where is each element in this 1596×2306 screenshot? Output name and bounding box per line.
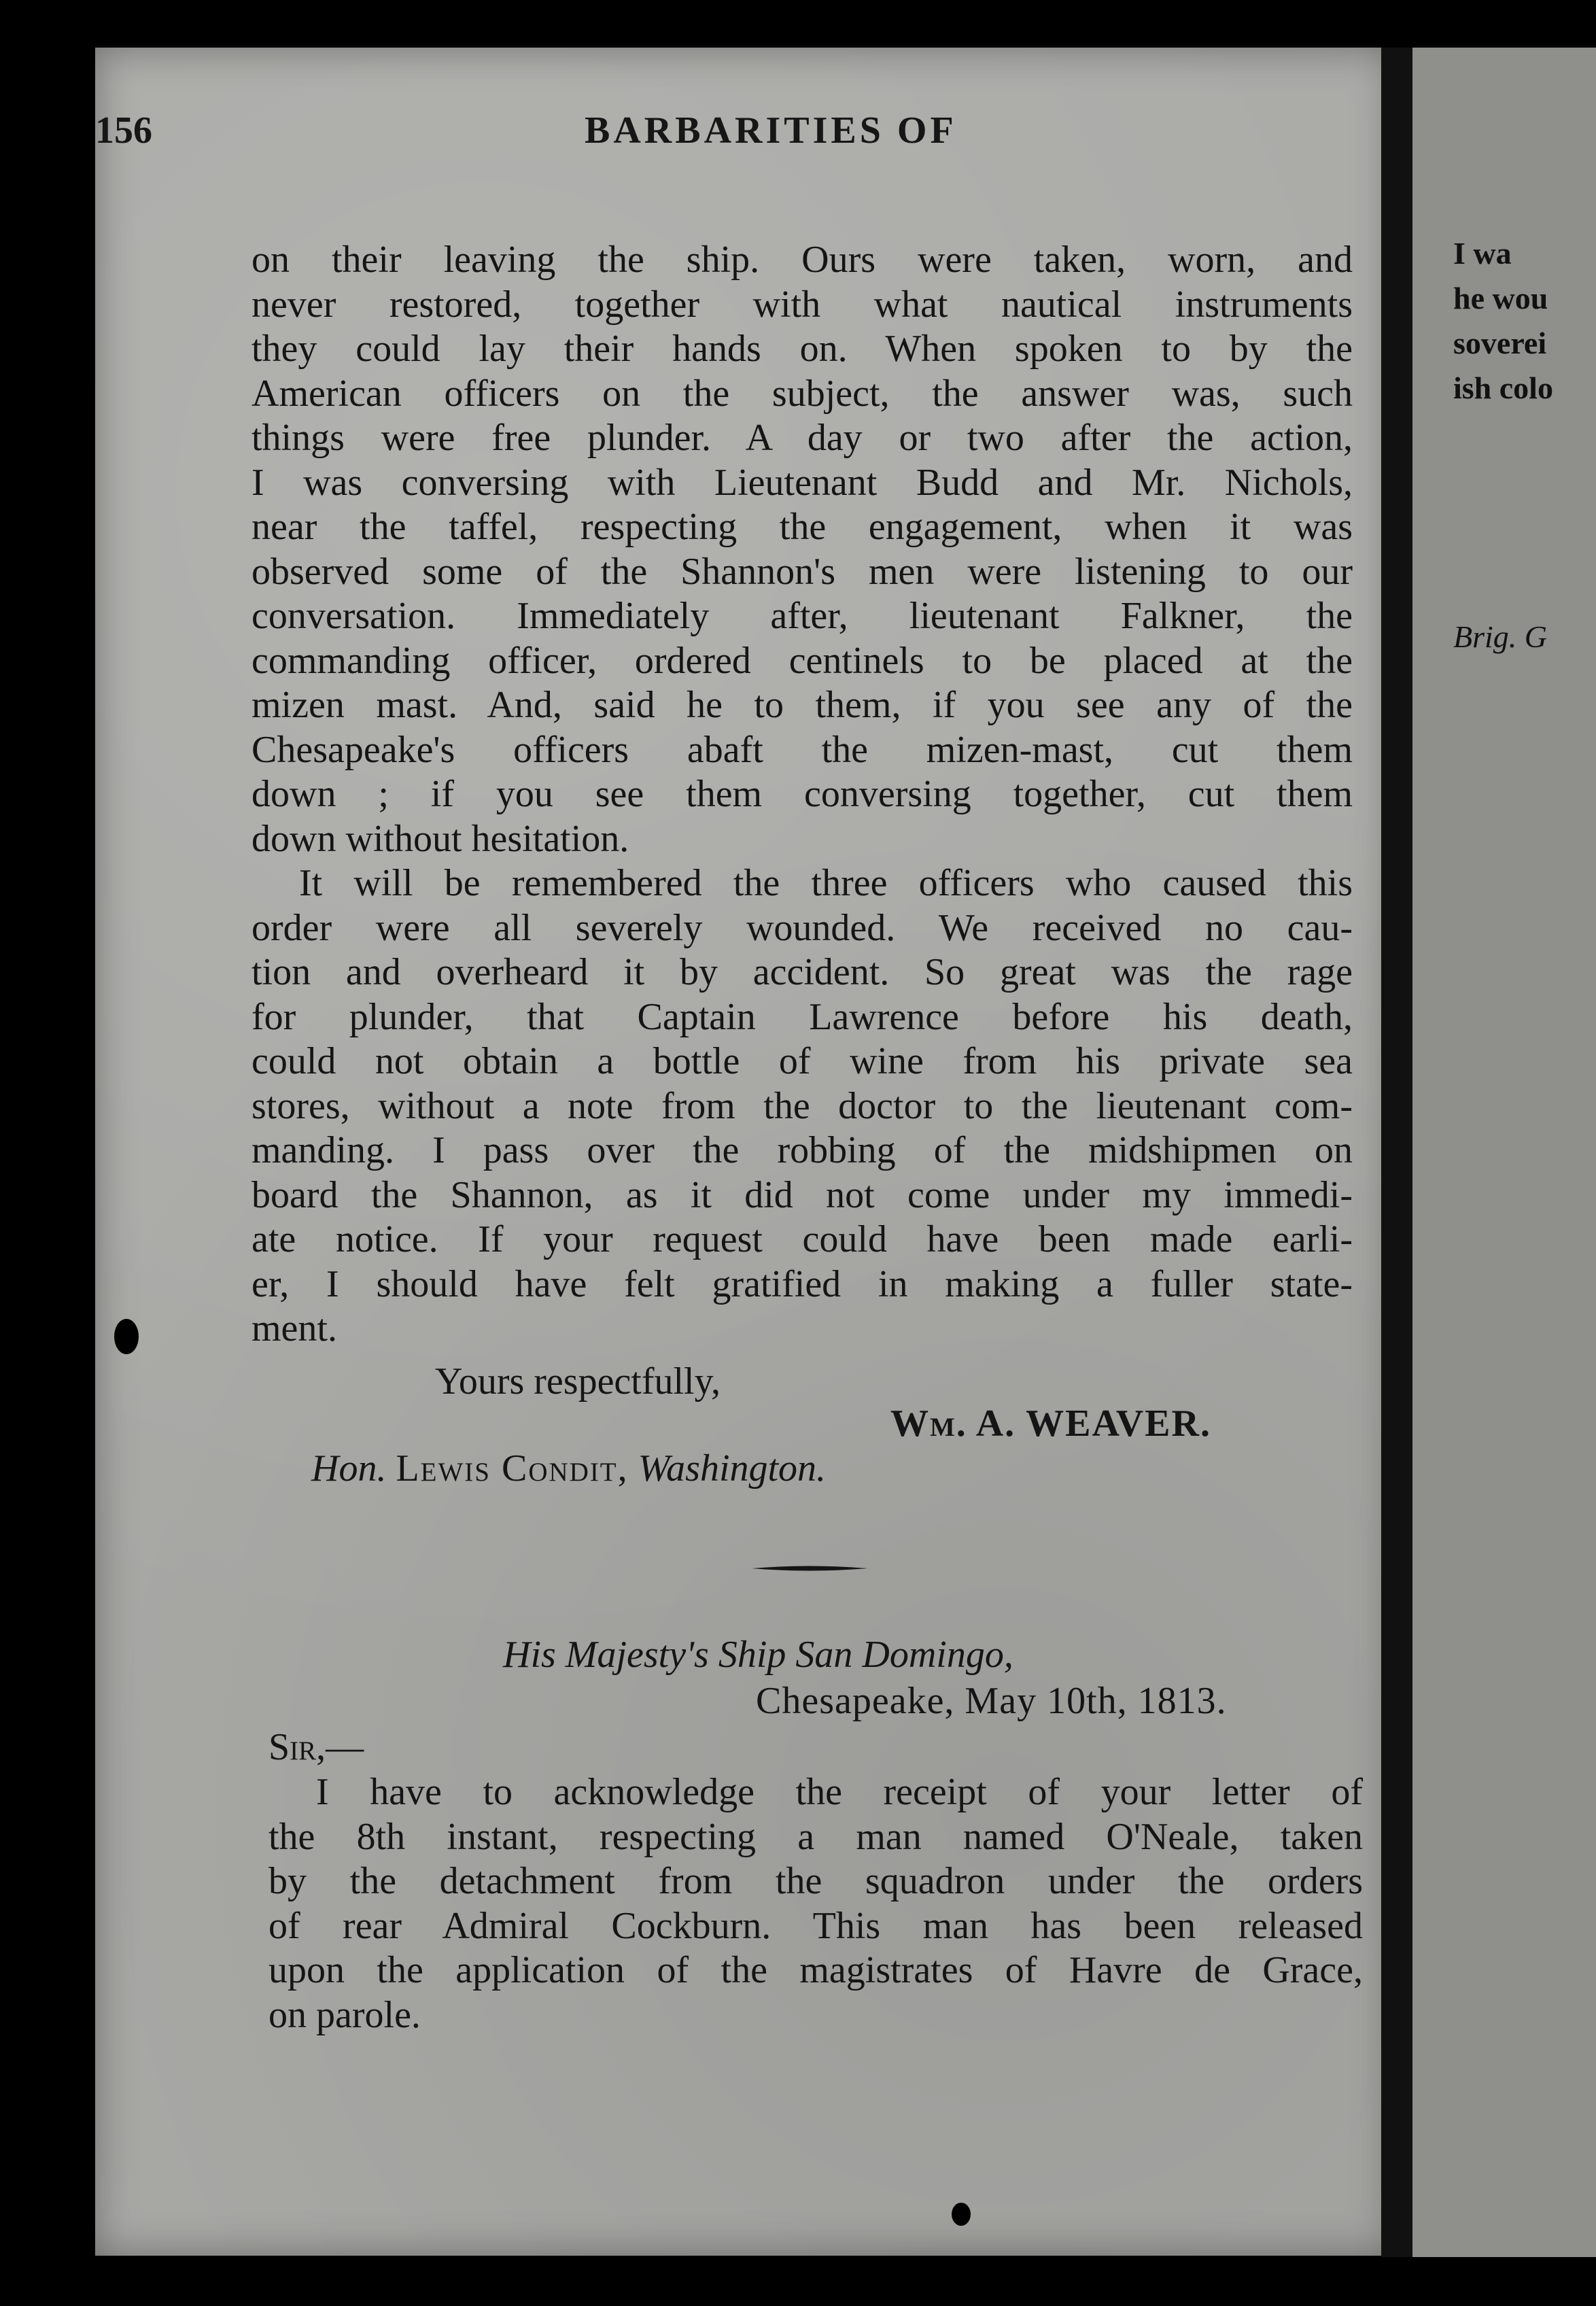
text-line: order were all severely wounded. We received no cau- bbox=[251, 906, 1353, 949]
text-line: ment. bbox=[251, 1307, 337, 1349]
letter-2-body bbox=[268, 1770, 1363, 2037]
text-line: ate notice. If your request could have been made earli- bbox=[251, 1218, 1353, 1260]
text-line: down without hesitation. bbox=[251, 817, 629, 860]
section-separator bbox=[752, 1565, 867, 1572]
book-gutter bbox=[1381, 48, 1412, 2257]
text-line: down ; if you see them conversing together, cut them bbox=[251, 773, 1353, 815]
text-line: on parole. bbox=[268, 1993, 421, 2036]
facing-line: he wou bbox=[1453, 281, 1548, 315]
text-line: things were free plunder. A day or two after the action, bbox=[251, 417, 1353, 459]
text-line: they could lay their hands on. When spoken to by the bbox=[251, 328, 1353, 370]
text-line: for plunder, that Captain Lawrence before his death, bbox=[251, 995, 1353, 1038]
addressee-prefix: Hon. bbox=[311, 1447, 387, 1490]
addressee bbox=[311, 1447, 826, 1490]
ink-speck bbox=[114, 1319, 139, 1354]
signature-rest: A. WEAVER. bbox=[975, 1402, 1211, 1445]
facing-line: I wa bbox=[1453, 236, 1512, 271]
text-line: stores, without a note from the doctor to the lieutenant com- bbox=[251, 1084, 1353, 1127]
page-number: 156 bbox=[95, 109, 152, 152]
text-line: I have to acknowledge the receipt of your letter of bbox=[316, 1771, 1363, 1813]
text-line: It will be remembered the three officers who caused this bbox=[299, 862, 1353, 904]
letter-2-ship-line: His Majesty's Ship San Domingo, bbox=[503, 1634, 1013, 1676]
running-title: BARBARITIES OF bbox=[585, 109, 957, 152]
text-line: commanding officer, ordered centinels to be placed at the bbox=[251, 639, 1353, 682]
facing-line: ish colo bbox=[1453, 371, 1553, 405]
text-line: Chesapeake's officers abaft the mizen-mast, cut them bbox=[251, 728, 1353, 771]
ink-speck bbox=[952, 2203, 971, 2226]
facing-page bbox=[1412, 48, 1596, 2257]
text-line: conversation. Immediately after, lieutenant Falkner, the bbox=[251, 595, 1353, 637]
text-line: the 8th instant, respecting a man named O'Neale, taken bbox=[268, 1815, 1363, 1858]
letter-2-salutation: Sir,— bbox=[268, 1726, 364, 1768]
text-line: of rear Admiral Cockburn. This man has been released bbox=[268, 1904, 1363, 1947]
signature bbox=[890, 1402, 1211, 1445]
facing-line-italic: Brig. G bbox=[1453, 619, 1547, 654]
text-line: er, I should have felt gratified in making a fuller state- bbox=[251, 1262, 1353, 1305]
text-line: observed some of the Shannon's men were listening to our bbox=[251, 550, 1353, 593]
text-line: I was conversing with Lieutenant Budd and Mr. Nichols, bbox=[251, 461, 1353, 504]
text-line: never restored, together with what nautical instruments bbox=[251, 283, 1353, 326]
facing-page-text bbox=[1453, 231, 1596, 659]
text-line: could not obtain a bottle of wine from his private sea bbox=[251, 1040, 1353, 1082]
addressee-place: Washington. bbox=[638, 1447, 827, 1490]
text-line: by the detachment from the squadron under the orders bbox=[268, 1860, 1363, 1902]
text-line: upon the application of the magistrates of Havre de Grace, bbox=[268, 1949, 1363, 1991]
letter-closing: Yours respectfully, bbox=[435, 1360, 721, 1402]
text-line: manding. I pass over the robbing of the midshipmen on bbox=[251, 1129, 1353, 1171]
signature-first: Wm. bbox=[890, 1402, 967, 1445]
facing-line: soverei bbox=[1453, 326, 1547, 360]
letter-1-body bbox=[251, 238, 1353, 1352]
text-line: on their leaving the ship. Ours were taken, worn, and bbox=[251, 239, 1353, 281]
text-line: American officers on the subject, the answer was, such bbox=[251, 372, 1353, 415]
addressee-name: Lewis Condit, bbox=[396, 1447, 629, 1490]
text-line: mizen mast. And, said he to them, if you see any of the bbox=[251, 684, 1353, 726]
text-line: tion and overheard it by accident. So great was the rage bbox=[251, 951, 1353, 993]
text-line: board the Shannon, as it did not come under my immedi- bbox=[251, 1173, 1353, 1216]
letter-2-date-line: Chesapeake, May 10th, 1813. bbox=[756, 1680, 1227, 1722]
text-line: near the taffel, respecting the engagement, when it was bbox=[251, 506, 1353, 548]
